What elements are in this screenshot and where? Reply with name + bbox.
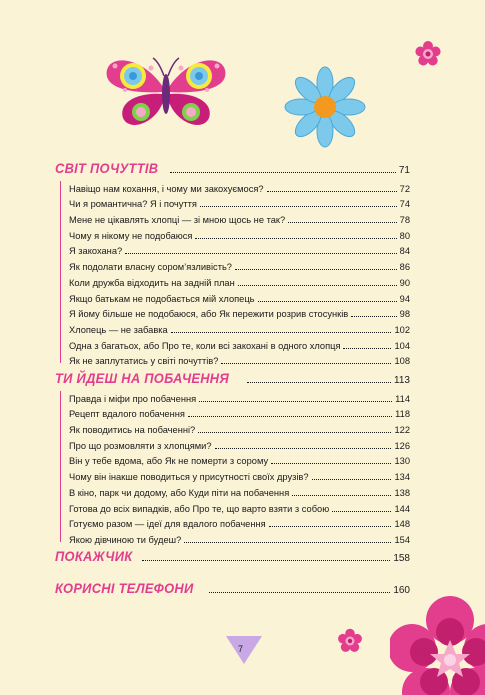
entry-page: 94 (399, 293, 410, 304)
entry-page: 80 (399, 230, 410, 241)
entry-title: Мене не цікавлять хлопці — зі мною щось не так? (69, 215, 286, 226)
entry-title: Готова до всіх випадків, або Про те, що варто взяти з собою (69, 503, 330, 514)
leader-dots (209, 592, 391, 593)
page-number-marker (224, 634, 264, 666)
leader-dots (142, 560, 390, 561)
entry-title: В кіно, парк чи додому, або Куди піти на побачення (69, 487, 290, 498)
leader-dots (269, 526, 392, 527)
section-page: 158 (393, 553, 410, 564)
entry-page: 122 (394, 425, 410, 436)
entry-title: Чому він інакше поводиться у присутності своїх друзів? (69, 472, 309, 483)
entry-title: Він у тебе вдома, або Як не померти з сорому (69, 456, 269, 467)
entry-title: Коли дружба відходить на задній план (69, 277, 235, 288)
small-flower-icon (414, 40, 442, 68)
entry-page: 126 (394, 440, 410, 451)
leader-dots (292, 495, 391, 496)
entry-page: 108 (394, 356, 410, 367)
entry-list (55, 178, 410, 366)
leader-dots (199, 401, 392, 402)
leader-dots (267, 191, 397, 192)
entry-page: 90 (399, 277, 410, 288)
leader-dots (170, 172, 396, 173)
small-flower-icon (337, 628, 363, 654)
toc-entry[interactable] (69, 419, 410, 435)
toc-entry[interactable] (69, 404, 410, 420)
section-title: КОРИСНІ ТЕЛЕФОНИ (55, 580, 194, 596)
entry-page: 118 (395, 409, 410, 420)
entry-title: Як не заплутатись у світі почуттів? (69, 356, 219, 367)
leader-dots (343, 348, 391, 349)
toc-entry[interactable] (69, 335, 410, 351)
entry-page: 78 (399, 215, 410, 226)
flower-icon (390, 590, 485, 695)
entry-title: Як подолати власну сором’язливість? (69, 262, 232, 273)
entry-page: 102 (394, 324, 410, 335)
entry-page: 148 (394, 519, 410, 530)
leader-dots (125, 253, 396, 254)
leader-dots (312, 479, 392, 480)
leader-dots (235, 269, 397, 270)
toc-entry[interactable] (69, 435, 410, 451)
leader-dots (258, 301, 397, 302)
section-heading[interactable] (55, 370, 410, 386)
entry-page: 74 (399, 199, 410, 210)
section-title: ПОКАЖЧИК (55, 548, 133, 564)
toc-entry[interactable] (69, 482, 410, 498)
entry-page: 138 (394, 487, 410, 498)
entry-title: Чи я романтична? Я і почуття (69, 199, 197, 210)
leader-dots (221, 363, 391, 364)
leader-dots (184, 542, 391, 543)
leader-dots (188, 416, 392, 417)
entry-page: 130 (394, 456, 410, 467)
entry-title: Про що розмовляти з хлопцями? (69, 440, 212, 451)
toc-entry[interactable] (69, 256, 410, 272)
section-title: СВІТ ПОЧУТТІВ (55, 160, 159, 176)
toc-entry[interactable] (69, 178, 410, 194)
page-number: 7 (238, 644, 244, 654)
leader-dots (238, 285, 397, 286)
section-page: 113 (394, 375, 410, 386)
entry-title: Готуємо разом — ідеї для вдалого побачення (69, 519, 266, 530)
toc-entry[interactable] (69, 514, 410, 530)
toc-entry[interactable] (69, 466, 410, 482)
toc-section-feelings (55, 160, 410, 366)
entry-page: 84 (399, 246, 410, 257)
toc-entry[interactable] (69, 288, 410, 304)
entry-page: 72 (399, 183, 410, 194)
section-page: 71 (398, 165, 410, 176)
toc-section-dating (55, 370, 410, 545)
entry-title: Рецепт вдалого побачення (69, 409, 185, 420)
toc-entry[interactable] (69, 304, 410, 320)
entry-page: 144 (394, 503, 410, 514)
daisy-icon (284, 66, 366, 148)
page-number-triangle (224, 634, 264, 666)
entry-title: Одна з багатьох, або Про те, коли всі закохані в одного хлопця (69, 340, 341, 351)
section-heading[interactable] (55, 580, 410, 596)
leader-dots (171, 332, 392, 333)
entry-title: Навіщо нам кохання, і чому ми закохуємося? (69, 183, 264, 194)
leader-dots (200, 206, 397, 207)
entry-title: Якою дівчиною ти будеш? (69, 534, 182, 545)
section-page: 160 (393, 585, 410, 596)
toc-entry[interactable] (69, 351, 410, 367)
entry-title: Як поводитись на побаченні? (69, 425, 196, 436)
entry-page: 98 (399, 309, 410, 320)
entry-title: Якщо батькам не подобається мій хлопець (69, 293, 255, 304)
leader-dots (247, 382, 391, 383)
section-heading[interactable] (55, 548, 410, 564)
leader-dots (195, 238, 396, 239)
leader-dots (271, 463, 391, 464)
entry-title: Чому я нікому не подобаюся (69, 230, 193, 241)
entry-page: 114 (395, 393, 410, 404)
toc-entry[interactable] (69, 451, 410, 467)
toc-section-index (55, 548, 410, 564)
section-bracket (60, 391, 61, 542)
entry-list (55, 388, 410, 545)
section-heading[interactable] (55, 160, 410, 176)
toc-entry[interactable] (69, 388, 410, 404)
entry-title: Я йому більше не подобаюся, або Як пережити розрив стосунків (69, 309, 349, 320)
entry-page: 134 (394, 472, 410, 483)
toc-entry[interactable] (69, 529, 410, 545)
toc-entry[interactable] (69, 209, 410, 225)
toc-entry[interactable] (69, 272, 410, 288)
entry-title: Хлопець — не забавка (69, 324, 168, 335)
toc-entry[interactable] (69, 498, 410, 514)
entry-page: 154 (394, 534, 410, 545)
leader-dots (198, 432, 391, 433)
toc-entry[interactable] (69, 319, 410, 335)
toc-entry[interactable] (69, 241, 410, 257)
toc-section-phones (55, 580, 410, 596)
entry-page: 86 (399, 262, 410, 273)
entry-title: Правда і міфи про побачення (69, 393, 197, 404)
entry-title: Я закохана? (69, 246, 123, 257)
leader-dots (288, 222, 397, 223)
leader-dots (332, 511, 391, 512)
toc-entry[interactable] (69, 225, 410, 241)
toc-entry[interactable] (69, 194, 410, 210)
leader-dots (215, 448, 392, 449)
entry-page: 104 (394, 340, 410, 351)
section-title: ТИ ЙДЕШ НА ПОБАЧЕННЯ (55, 370, 230, 386)
section-bracket (60, 181, 61, 363)
butterfly-icon (103, 52, 229, 132)
leader-dots (351, 316, 396, 317)
